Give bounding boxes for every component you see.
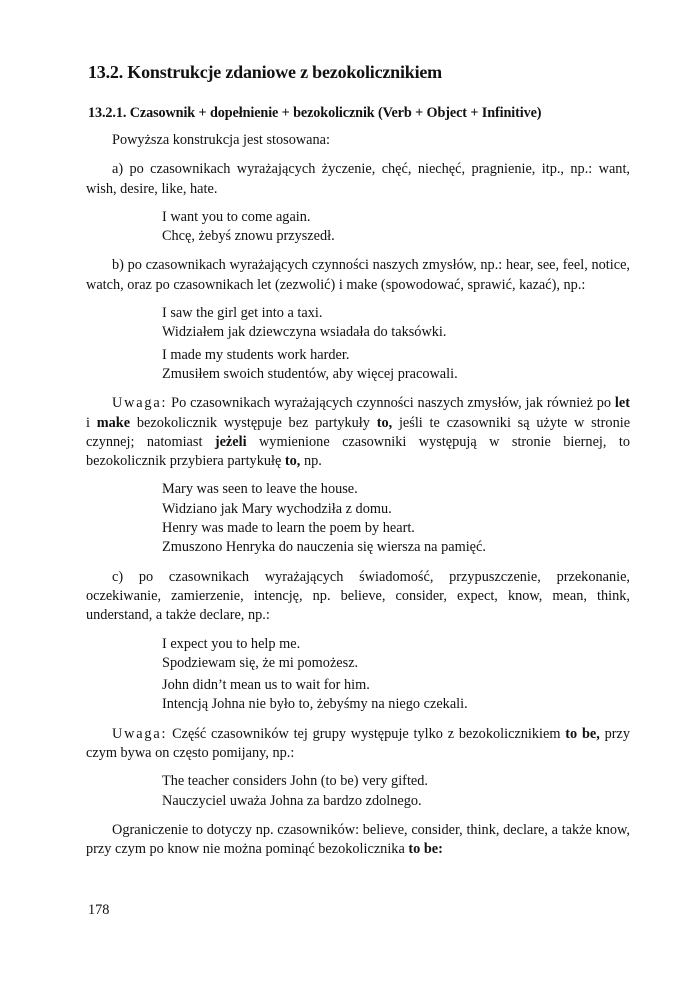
point-a-paragraph: a) po czasownikach wyrażających życzenie, chęć, niechęć, pragnienie, itp., np.: want, wish, desire, like, hate. [86,161,630,197]
note-text: Część czasowników tej grupy występuje tylko z bezokolicznikiem [172,725,561,742]
final-text: Ograniczenie to dotyczy np. czasowników: believe, consider, think, declare, a także know, przy czym po know nie można pominąć bezokolicznika [86,821,630,858]
page-number: 178 [88,902,110,918]
keyword-jezeli: jeżeli [214,433,247,450]
example-polish: Chcę, żebyś znowu przyszedł. [162,228,335,245]
example-english: I made my students work harder. [162,346,350,363]
example-english: I expect you to help me. [162,635,301,652]
example-group [162,304,630,343]
example-group [162,346,630,385]
example-polish: Zmusiłem swoich studentów, aby więcej pracowali. [162,365,458,382]
example-polish: Spodziewam się, że mi pomożesz. [162,654,359,671]
note-text: przy czym bywa on często pomijany, np.: [86,725,631,762]
example-group [162,208,630,247]
note-1-paragraph [86,394,630,471]
example-line: Widziano jak Mary wychodziła z domu. [162,500,392,517]
example-line: Mary was seen to leave the house. [162,481,358,498]
note-label: Uwaga: [112,395,168,412]
example-english: John didn’t mean us to wait for him. [162,677,370,694]
example-english: I saw the girl get into a taxi. [162,305,323,322]
page-body [86,131,630,860]
keyword-let: let [614,395,631,412]
section-title: 13.2. Konstrukcje zdaniowe z bezokolicznikiem [88,62,442,82]
point-b-examples [162,304,630,384]
note-text: bezokolicznik występuje bez partykuły [136,414,370,431]
example-polish: Widziałem jak dziewczyna wsiadała do taksówki. [162,324,447,341]
intro-paragraph: Powyższa konstrukcja jest stosowana: [112,132,330,148]
note-text: Po czasownikach wyrażających czynności naszych zmysłów, jak również po [171,395,612,412]
note-text: i [86,414,90,431]
point-a-examples [162,208,630,247]
note-1-examples [162,480,630,557]
point-c-examples [162,635,630,715]
example-line: The teacher considers John (to be) very gifted. [162,773,428,790]
example-line: Zmuszono Henryka do nauczenia się wiersza na pamięć. [162,539,486,556]
example-polish: Intencją Johna nie było to, żebyśmy na niego czekali. [162,696,468,713]
example-line: Henry was made to learn the poem by heart. [162,520,415,537]
subsection-title: 13.2.1. Czasownik + dopełnienie + bezokolicznik (Verb + Object + Infinitive) [88,105,542,121]
example-line: Nauczyciel uważa Johna za bardzo zdolnego. [162,792,422,809]
example-group [162,676,630,715]
keyword-to-be: to be, [565,725,600,742]
note-2-paragraph [86,725,630,764]
note-text: np. [303,453,322,470]
note-text: jeśli te czasowniki są użyte w stronie czynnej; natomiast [86,414,631,450]
keyword-make: make [96,414,131,431]
keyword-to: to, [376,414,393,431]
example-group [162,635,630,674]
note-text: wymienione czasowniki występują w stronie biernej, to bezokolicznik przybiera partykułę [86,433,630,470]
keyword-to: to, [284,453,301,470]
point-b-paragraph: b) po czasownikach wyrażających czynności naszych zmysłów, np.: hear, see, feel, notice, watch, oraz po czasownikach let (zezwolić) i make (spowodować, sprawić, kazać), np.: [86,257,630,293]
note-label: Uwaga: [112,725,168,742]
example-english: I want you to come again. [162,208,311,225]
note-2-examples [162,772,630,811]
final-paragraph [86,821,630,860]
keyword-to-be: to be: [408,841,443,858]
point-c-paragraph: c) po czasownikach wyrażających świadomość, przypuszczenie, przekonanie, oczekiwanie, zamierzenie, intencję, np. believe, consider, expect, know, mean, think, understand, a także declare, np.: [86,568,630,624]
